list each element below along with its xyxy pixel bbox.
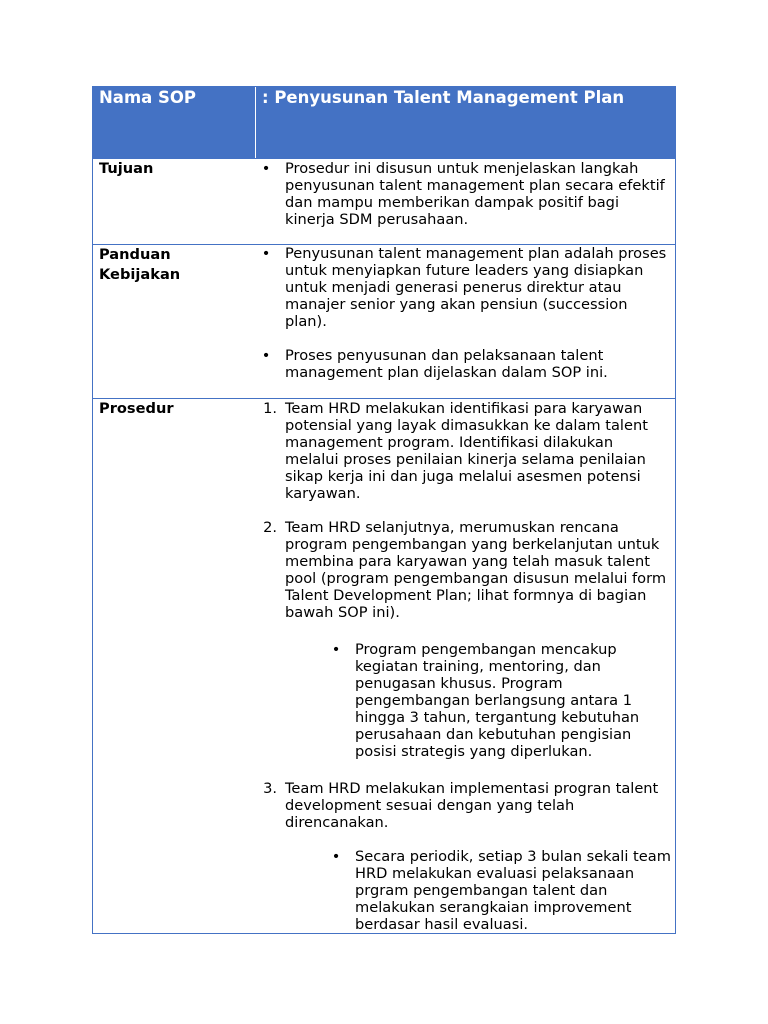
- step-sub-bullet: [256, 848, 671, 933]
- prosedur-step: [256, 780, 671, 831]
- panduan-bullet-item: [256, 245, 671, 330]
- row-panduan-kebijakan: [93, 244, 675, 398]
- bullet-icon: •: [261, 347, 271, 364]
- panduan-bullet-text: Proses penyusunan dan pelaksanaan talent management plan dijelaskan dalam SOP ini.: [285, 347, 608, 381]
- row-tujuan: [93, 158, 675, 244]
- table-header: [93, 87, 675, 158]
- sub-bullet-text: Secara periodik, setiap 3 bulan sekali team HRD melakukan evaluasi pelaksanaan prgram pengembangan talent dan melakukan serangkaian improvement berdasar hasil evaluasi.: [355, 848, 671, 933]
- header-label-nama-sop: Nama SOP: [93, 87, 256, 158]
- bullet-icon: •: [331, 641, 341, 658]
- tujuan-bullet-text: Prosedur ini disusun untuk menjelaskan langkah penyusunan talent management plan secara efektif dan mampu memberikan dampak positif bagi kinerja SDM perusahaan.: [285, 160, 665, 228]
- step-number: 3.: [263, 780, 277, 797]
- panduan-bullet-text: Penyusunan talent management plan adalah proses untuk menyiapkan future leaders yang disiapkan untuk menjadi generasi penerus direktur atau manajer senior yang akan pensiun (succession plan).: [285, 245, 667, 330]
- step-text: Team HRD melakukan implementasi progran talent development sesuai dengan yang telah direncanakan.: [285, 780, 659, 831]
- sub-bullet-text: Program pengembangan mencakup kegiatan training, mentoring, dan penugasan khusus. Program pengembangan berlangsung antara 1 hingga 3 tahun, tergantung kebutuhan perusahaan dan kebutuhan pengisian posisi strategis yang diperlukan.: [355, 641, 640, 760]
- panduan-bullet-item: [256, 347, 671, 381]
- step-number: 1.: [263, 400, 277, 417]
- bullet-icon: •: [331, 848, 341, 865]
- label-prosedur: Prosedur: [99, 400, 174, 417]
- step-text: Team HRD melakukan identifikasi para karyawan potensial yang layak dimasukkan ke dalam talent management program. Identifikasi dilakukan melalui proses penilaian kinerja selama penilaian sikap kerja ini dan juga melalui asesmen potensi karyawan.: [285, 400, 648, 502]
- row-prosedur: [93, 398, 675, 933]
- tujuan-bullet-item: [256, 160, 671, 228]
- bullet-icon: •: [261, 160, 271, 177]
- label-tujuan: Tujuan: [99, 160, 154, 177]
- label-panduan: Panduan: [99, 246, 171, 263]
- step-sub-bullet: [256, 641, 671, 760]
- sop-table: [92, 86, 676, 934]
- step-text: Team HRD selanjutnya, merumuskan rencana program pengembangan yang berkelanjutan untuk membina para karyawan yang telah masuk talent pool (program pengembangan disusun melalui form Talent Development Plan; lihat formnya di bagian bawah SOP ini).: [285, 519, 667, 621]
- label-panduan-kebijakan: [93, 245, 256, 398]
- prosedur-step: [256, 519, 671, 621]
- header-sop-title: : Penyusunan Talent Management Plan: [262, 88, 625, 107]
- prosedur-step: [256, 400, 671, 502]
- step-number: 2.: [263, 519, 277, 536]
- bullet-icon: •: [261, 245, 271, 262]
- label-kebijakan: Kebijakan: [99, 266, 181, 283]
